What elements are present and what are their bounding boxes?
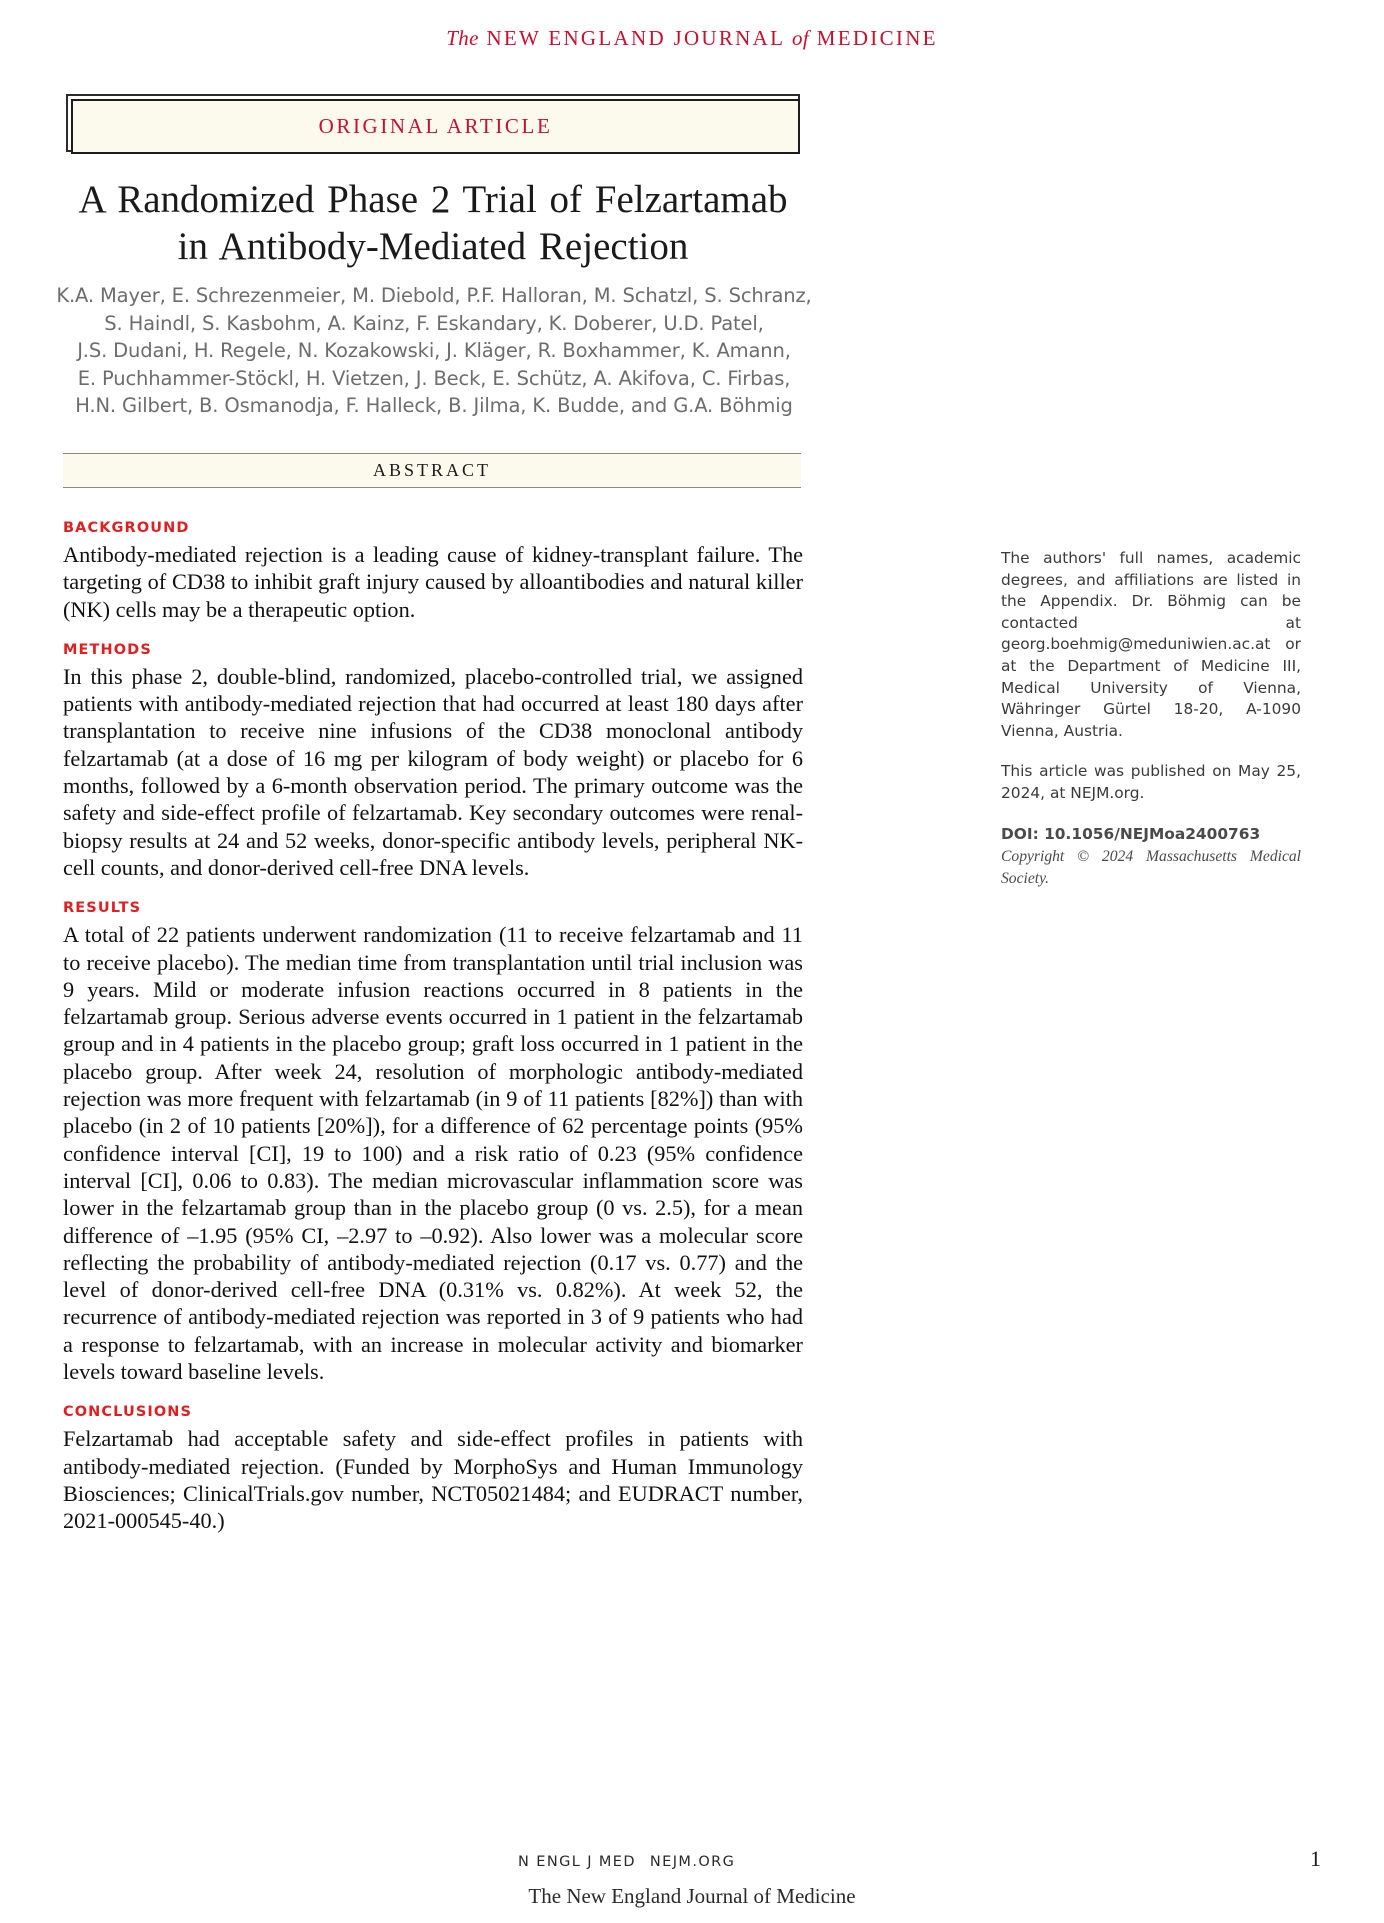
- masthead-main: NEW ENGLAND JOURNAL: [486, 26, 785, 50]
- masthead-medicine: MEDICINE: [816, 26, 938, 50]
- page-footer: [63, 1846, 1321, 1872]
- section-label-conclusions: CONCLUSIONS: [63, 1404, 193, 1421]
- sidebar-notes: [1001, 548, 1301, 889]
- article-type-banner-inner: [71, 99, 800, 154]
- author-line: E. Puchhammer-Stöckl, H. Vietzen, J. Beck, E. Schütz, A. Akifova, C. Firbas,: [77, 366, 791, 390]
- masthead-of: of: [792, 26, 810, 50]
- section-label-results: RESULTS: [63, 900, 142, 917]
- footer-site: NEJM.ORG: [649, 1854, 736, 1870]
- journal-masthead: [0, 26, 1384, 51]
- page-number: 1: [1310, 1846, 1321, 1871]
- section-text-conclusions: Felzartamab had acceptable safety and side-effect profiles in patients with antibody-mediated rejection. (Funded by MorphoSys and Human Immunology Biosciences; ClinicalTrials.gov number, NCT05021484; and EUDRACT number, 2021-000545-40.): [63, 1426, 803, 1534]
- sidebar-affiliation-note: The authors' full names, academic degrees, and affiliations are listed in the Appendix. Dr. Böhmig can be contacted at georg.boehmig@meduniwien.ac.at or at the Department of Medicine III, Medical University of Vienna, Währinger Gürtel 18-20, A-1090 Vienna, Austria.: [1001, 549, 1301, 740]
- abstract-body: [63, 520, 803, 1554]
- sidebar-publication-note: This article was published on May 25, 2024, at NEJM.org.: [1001, 762, 1301, 802]
- article-type-banner: [66, 94, 800, 154]
- title-line-2: in Antibody-Mediated Rejection: [177, 225, 689, 268]
- author-list: [56, 282, 812, 420]
- title-line-1: A Randomized Phase 2 Trial of Felzartamab: [78, 178, 788, 221]
- masthead-text: [0, 26, 1384, 51]
- section-text-results: A total of 22 patients underwent randomization (11 to receive felzartamab and 11 to receive placebo). The median time from transplantation until trial inclusion was 9 years. Mild or moderate infusion reactions occurred in 8 patients in the felzartamab group. Serious adverse events occurred in 1 patient in the felzartamab group and in 4 patients in the placebo group; graft loss occurred in 1 patient in the placebo group. After week 24, resolution of morphologic antibody-mediated rejection was more frequent with felzartamab (in 9 of 11 patients [82%]) than with placebo (in 2 of 10 patients [20%]), for a difference of 62 percentage points (95% confidence interval [CI], 19 to 100) and a risk ratio of 0.23 (95% confidence interval [CI], 0.06 to 0.83). The median microvascular inflammation score was lower in the felzartamab group than in the placebo group (0 vs. 2.5), for a mean difference of –1.95 (95% CI, –2.97 to –0.92). Also lower was a molecular score reflecting the probability of antibody-mediated rejection (0.17 vs. 0.77) and the level of donor-derived cell-free DNA (0.31% vs. 0.82%). At week 52, the recurrence of antibody-mediated rejection was reported in 3 of 9 patients who had a response to felzartamab, with an increase in molecular activity and biomarker levels toward baseline levels.: [63, 922, 803, 1385]
- abstract-section-results: [63, 900, 803, 1385]
- author-line: S. Haindl, S. Kasbohm, A. Kainz, F. Eskandary, K. Doberer, U.D. Patel,: [104, 311, 764, 335]
- masthead-the: The: [446, 26, 479, 50]
- section-label-methods: METHODS: [63, 641, 152, 658]
- abstract-heading: ABSTRACT: [372, 460, 492, 480]
- section-text-background: Antibody-mediated rejection is a leading cause of kidney-transplant failure. The targeting of CD38 to inhibit graft injury caused by alloantibodies and natural killer (NK) cells may be a therapeutic option.: [63, 542, 803, 622]
- author-line: H.N. Gilbert, B. Osmanodja, F. Halleck, B. Jilma, K. Budde, and G.A. Böhmig: [75, 394, 793, 417]
- section-label-background: BACKGROUND: [63, 520, 190, 536]
- section-text-methods: In this phase 2, double-blind, randomized, placebo-controlled trial, we assigned patients with antibody-mediated rejection that had occurred at least 180 days after transplantation to receive nine infusions of the CD38 monoclonal antibody felzartamab (at a dose of 16 mg per kilogram of body weight) or placebo for 6 months, followed by a 6-month observation period. The primary outcome was the safety and side-effect profile of felzartamab. Key secondary outcomes were renal-biopsy results at 24 and 52 weeks, donor-specific antibody levels, peripheral NK-cell counts, and donor-derived cell-free DNA levels.: [63, 663, 803, 880]
- footer-journal-full-name: The New England Journal of Medicine: [528, 1884, 856, 1908]
- footer-journal-info: [518, 1854, 735, 1870]
- page-title: [60, 176, 806, 270]
- author-line: K.A. Mayer, E. Schrezenmeier, M. Diebold, P.F. Halloran, M. Schatzl, S. Schranz,: [56, 284, 812, 307]
- sidebar-doi[interactable]: DOI: 10.1056/NEJMoa2400763: [1001, 824, 1261, 843]
- article-type-label: ORIGINAL ARTICLE: [318, 114, 553, 138]
- sidebar-copyright: Copyright © 2024 Massachusetts Medical Society.: [1001, 848, 1301, 887]
- abstract-header-bar: [63, 453, 801, 488]
- abstract-section-methods: [63, 642, 803, 881]
- author-line: J.S. Dudani, H. Regele, N. Kozakowski, J. Kläger, R. Boxhammer, K. Amann,: [77, 339, 791, 362]
- footer-journal-abbrev: N ENGL J MED: [518, 1854, 636, 1870]
- abstract-section-conclusions: [63, 1404, 803, 1534]
- abstract-section-background: [63, 520, 803, 623]
